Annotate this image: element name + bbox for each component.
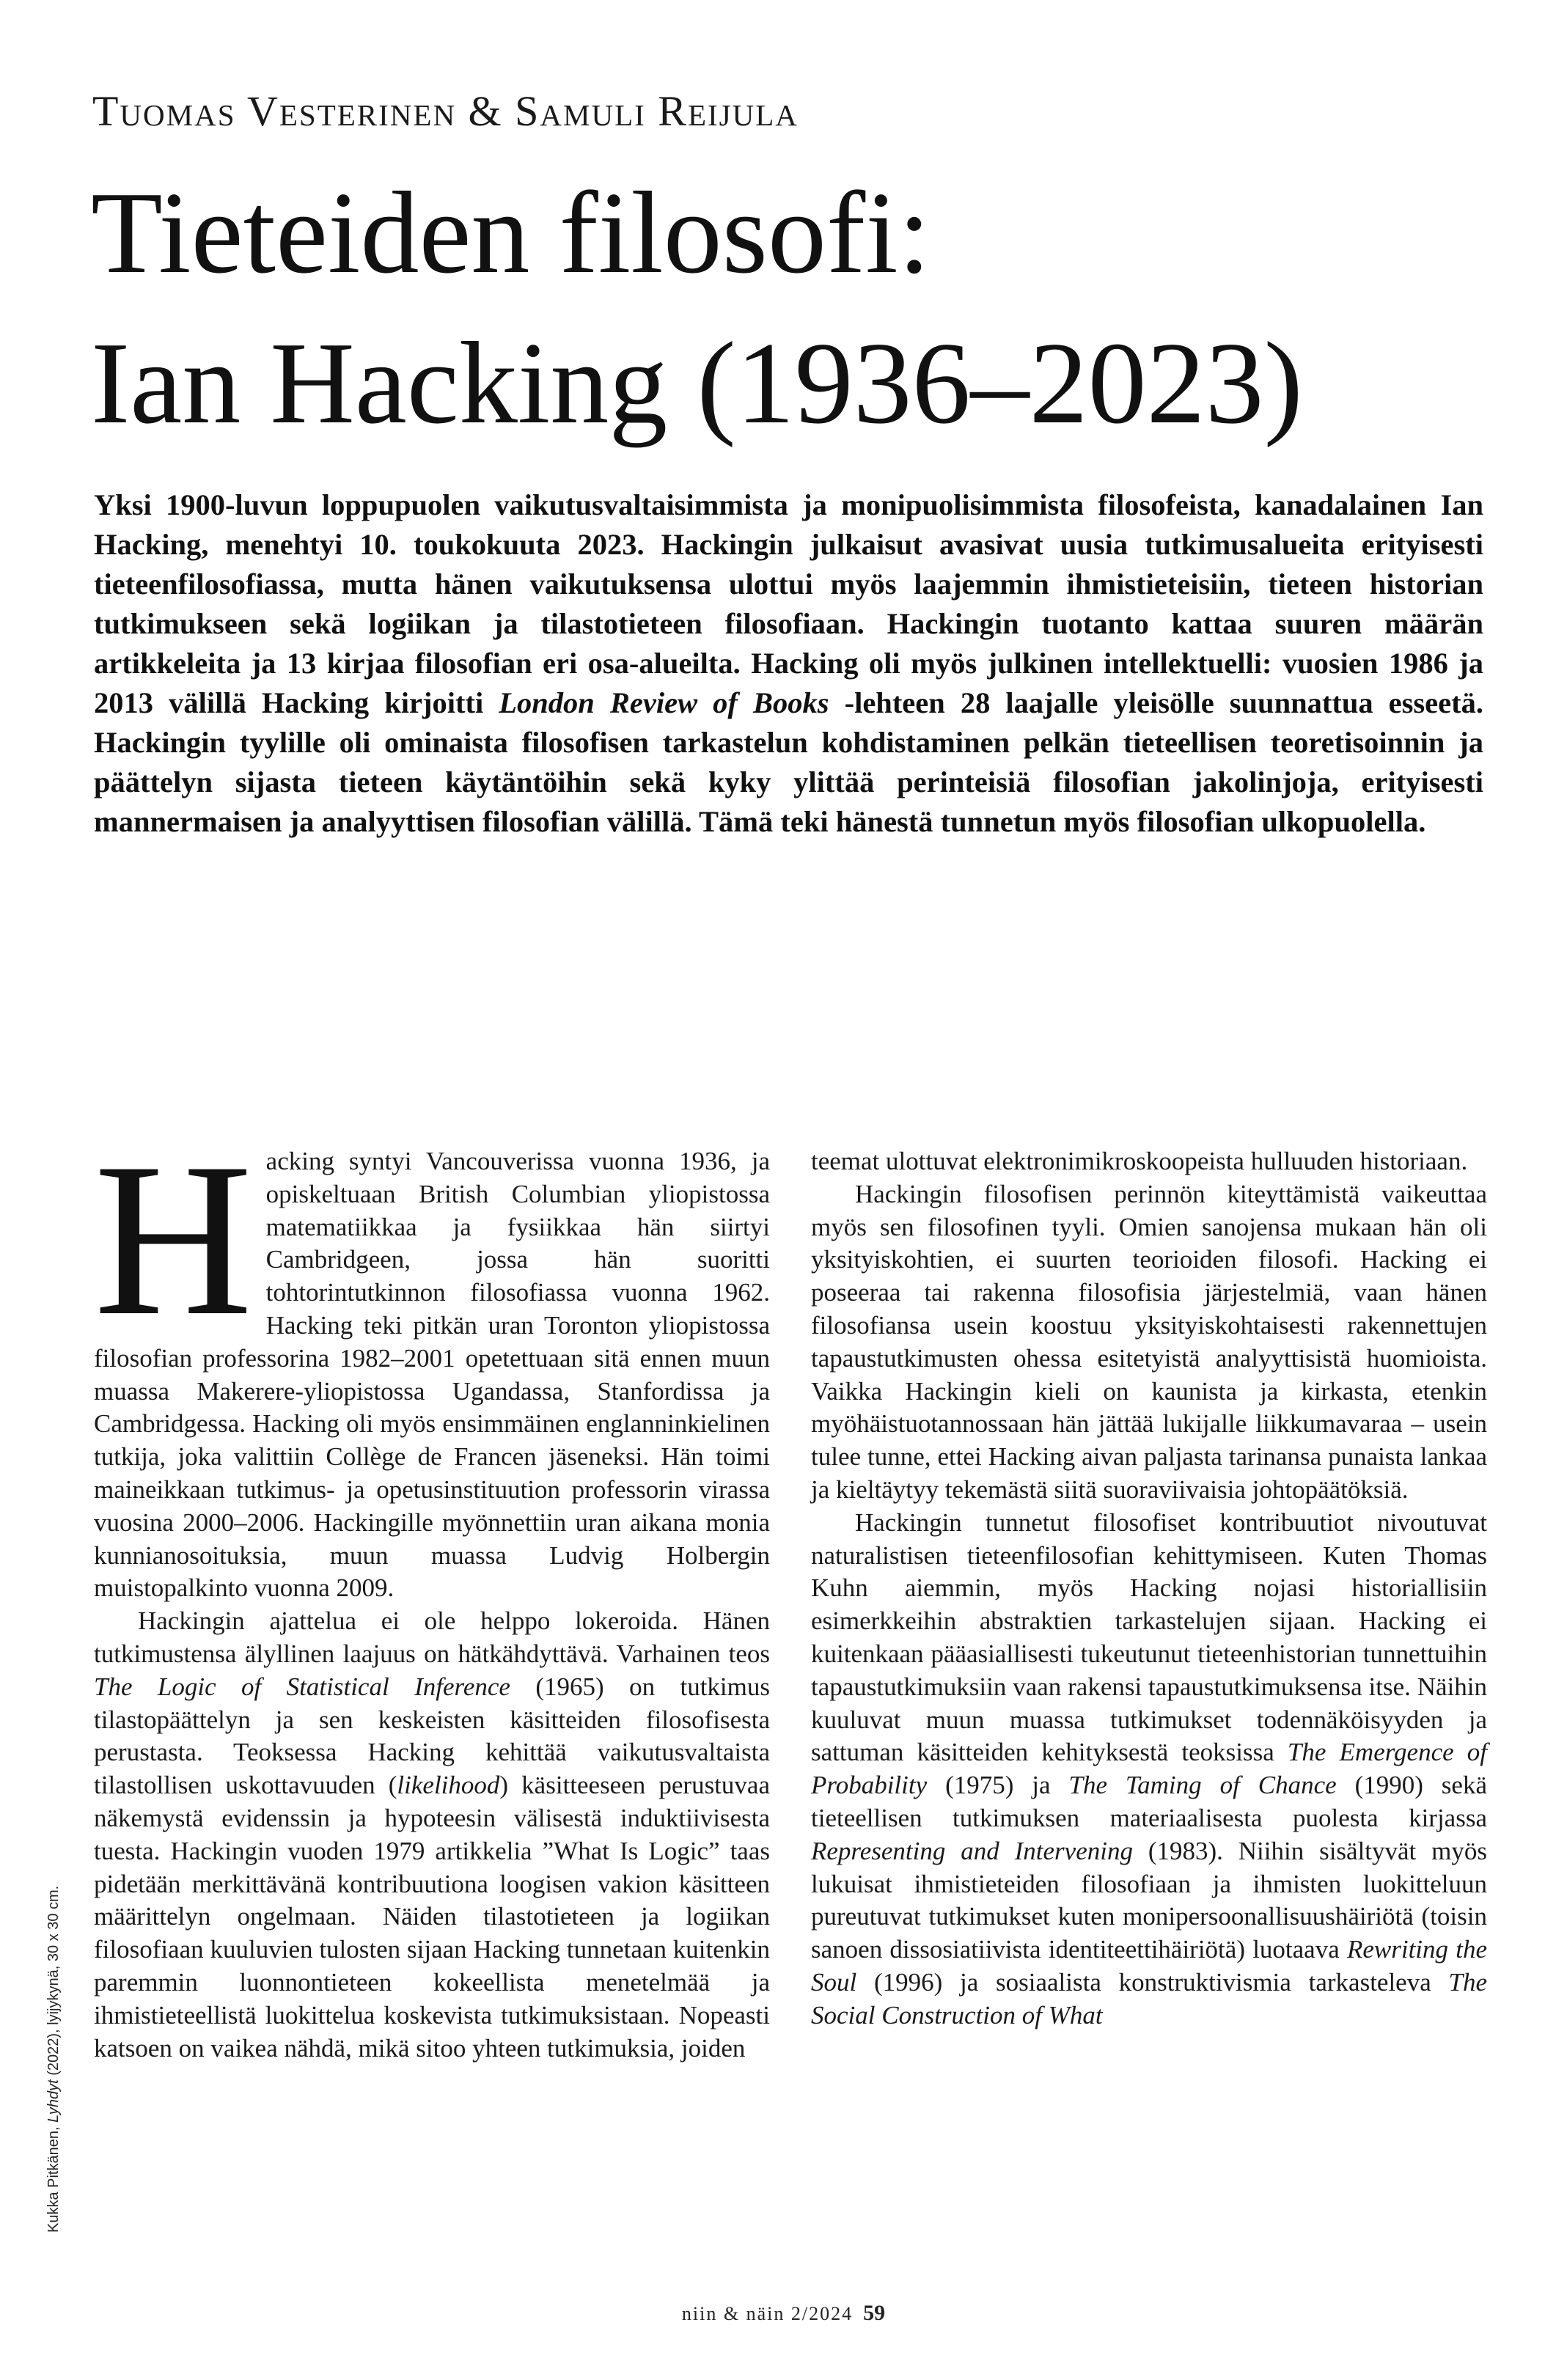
page-footer [0,2301,1567,2326]
book-title-emergence-of-probability: The Emergence of Probability [811,1738,1488,1800]
title-line-1: Tieteiden filosofi: [91,167,931,298]
page-number: 59 [863,2301,886,2325]
book-title-social-construction-of-what: The Social Construction of What [811,1967,1487,2030]
footer-journal: niin & näin 2/2024 [681,2303,854,2324]
paragraph-4-text-a: Hackingin tunnetut filosofiset kontribuutiot nivoutuvat naturalistisen tieteenfilosofian kehittymiseen. Kuten Thomas Kuhn aiemmin, myös Hacking nojasi historiallisiin esimerkkeihin abstraktien tarkastelujen sijaan. Hacking ei kuitenkaan pääasiallisesti tukeutunut tieteenhistorian tunnettuihin tapaustutkimuksiin vaan rakensi tapaustutkimuksensa itse. Näihin kuuluvat muun muassa tutkimukset todennäköisyyden ja sattuman käsitteiden kehityksestä teoksissa [811,1507,1487,1767]
body-column-left [94,1117,770,2065]
paragraph-4-text-c: (1975) ja [927,1771,1069,1800]
abstract-text-2: -lehteen 28 laajalle yleisölle suunnattua esseetä. Hackingin tyylille oli ominaista filosofisen tarkastelun kohdistaminen pelkän tieteellisen teoretisoinnin ja päättelyn sijasta tieteen käytäntöihin sekä kyky ylittää perinteisiä filosofian jakolinjoja, erityisesti mannermaisen ja analyyttisen filosofian välillä. Tämä teki hänestä tunnetun myös filosofian ulkopuolella. [94,686,1483,838]
paragraph-2-text-e: ) käsitteeseen perustuvaa näkemystä evidenssin ja hypoteesin välisestä induktiivisesta tuesta. Hackingin vuoden 1979 artikkelia ”What Is Logic” taas pidetään merkittävänä kontribuutiona loogisen vakion käsitteen määrittelyn ongelmaan. Näiden tilastotieteen ja logiikan filosofiaan kuuluvien tulosten sijaan Hacking tunnetaan kuitenkin paremmin luonnontieteen kokeellista menetelmää ja ihmistieteellistä luokittelua koskevista tutkimuksistaan. Nopeasti katsoen on vaikea nähdä, mikä sitoo yhteen tutkimuksia, joiden [94,1771,770,2063]
credit-artist: Kukka Pitkänen, [45,2122,62,2233]
body-paragraph-2-continued: teemat ulottuvat elektronimikroskoopeista hulluuden historiaan. [811,1147,1468,1175]
paragraph-4-text-e: (1990) sekä tieteellisen tutkimuksen materiaalisesta puolesta kirjassa [811,1771,1487,1832]
paragraph-4-text-g: (1983). Niihin sisältyvät myös lukuisat ihmistieteiden filosofiaan ja ihmisten luokitteluun pureutuvat tutkimukset kuten monipersoonallisuushäiriötä (toisin sanoen dissosiatiivista identiteettihäiriötä) luotaava [811,1836,1488,1964]
book-title-representing-and-intervening: Representing and Intervening [811,1836,1133,1865]
image-credit [45,1886,62,2233]
abstract-journal-title: London Review of Books [499,686,829,719]
credit-work-title: Lyhdyt [45,2079,62,2123]
paragraph-1-text: acking syntyi Vancouverissa vuonna 1936, ja opiskeltuaan British Columbian yliopistossa matematiikkaa ja fysiikkaa hän siirtyi Cambridgeen, jossa hän suoritti tohtorintutkinnon filosofiassa vuonna 1962. Hacking teki pitkän uran Toronton yliopistossa filosofian professorina 1982–2001 opetettuaan sitä ennen muun muassa Makerere-yliopistossa Ugandassa, Stanfordissa ja Cambridgessa. Hacking oli myös ensimmäinen englanninkielinen tutkija, joka valittiin Collège de Francen jäseneksi. Hän toimi maineikkaan tutkimus- ja opetusinstituution professorin virassa vuosina 2000–2006. Hackingille myönnettiin uran aikana monia kunnianosoituksia, muun muassa Ludvig Holbergin muistopalkinto vuonna 2009. [94,1147,770,1603]
body-paragraph-3: Hackingin filosofisen perinnön kiteyttämistä vaikeuttaa myös sen filosofinen tyyli. Omien sanojensa mukaan hän oli yksityiskohtien, ei suurten teorioiden filosofi. Hacking ei poseeraa tai rakenna filosofisia järjestelmiä, vaan hänen filosofiansa usein koostuu yksityiskohtaisesti rakennettujen tapaustutkimusten ohessa esitetyistä analyyttisistä huomioista. Vaikka Hackingin kieli on kaunista ja kirkasta, etenkin myöhäistuotannossaan hän jättää lukijalle liikkumavaraa – usein tulee tunne, ettei Hacking aivan paljasta tarinansa punaista lankaa ja kieltäytyy tekemästä siitä suoraviivaisia johtopäätöksiä. [811,1179,1487,1504]
article-title [91,158,1303,458]
paragraph-2-text-a: Hackingin ajattelua ei ole helppo lokeroida. Hänen tutkimustensa älyllinen laajuus on hätkähdyttävä. Varhainen teos [94,1606,770,1668]
paragraph-4-text-i: (1996) ja sosiaalista konstruktivismia tarkasteleva [856,1967,1449,1997]
body-paragraph-4 [811,1507,1487,2032]
term-likelihood: likelihood [397,1771,500,1800]
book-title-taming-of-chance: The Taming of Chance [1068,1771,1337,1800]
drop-cap: H [94,1117,253,1361]
book-title-rewriting-the-soul: Rewriting the Soul [811,1935,1487,1997]
article-authors: Tuomas Vesterinen & Samuli Reijula [92,87,799,135]
title-line-2: Ian Hacking (1936–2023) [91,317,1303,448]
body-paragraph-1 [94,1117,770,1605]
body-column-right [811,1145,1487,2032]
paragraph-2-text-c: (1965) on tutkimus tilastopäättelyn ja sen keskeisten käsitteiden filosofisesta perustasta. Teoksessa Hacking kehittää vaikutusvaltaista tilastollisen uskottavuuden ( [94,1672,770,1800]
book-title-logic-of-statistical-inference: The Logic of Statistical Inference [94,1672,510,1701]
abstract-text-1: Yksi 1900-luvun loppupuolen vaikutusvaltaisimmista ja monipuolisimmista filosofeista, kanadalainen Ian Hacking, menehtyi 10. toukokuuta 2023. Hackingin julkaisut avasivat uusia tutkimusalueita erityisesti tieteenfilosofiassa, mutta hänen vaikutuksensa ulottui myös laajemmin ihmistieteisiin, tieteen historian tutkimukseen sekä logiikan ja tilastotieteen filosofiaan. Hackingin tuotanto kattaa suuren määrän artikkeleita ja 13 kirjaa filosofian eri osa-alueilta. Hacking oli myös julkinen intellektuelli: vuosien 1986 ja 2013 välillä Hacking kirjoitti [94,488,1483,719]
body-paragraph-2 [94,1605,770,2065]
credit-details: (2022), lyijykynä, 30 x 30 cm. [45,1885,62,2080]
article-abstract [94,485,1483,842]
